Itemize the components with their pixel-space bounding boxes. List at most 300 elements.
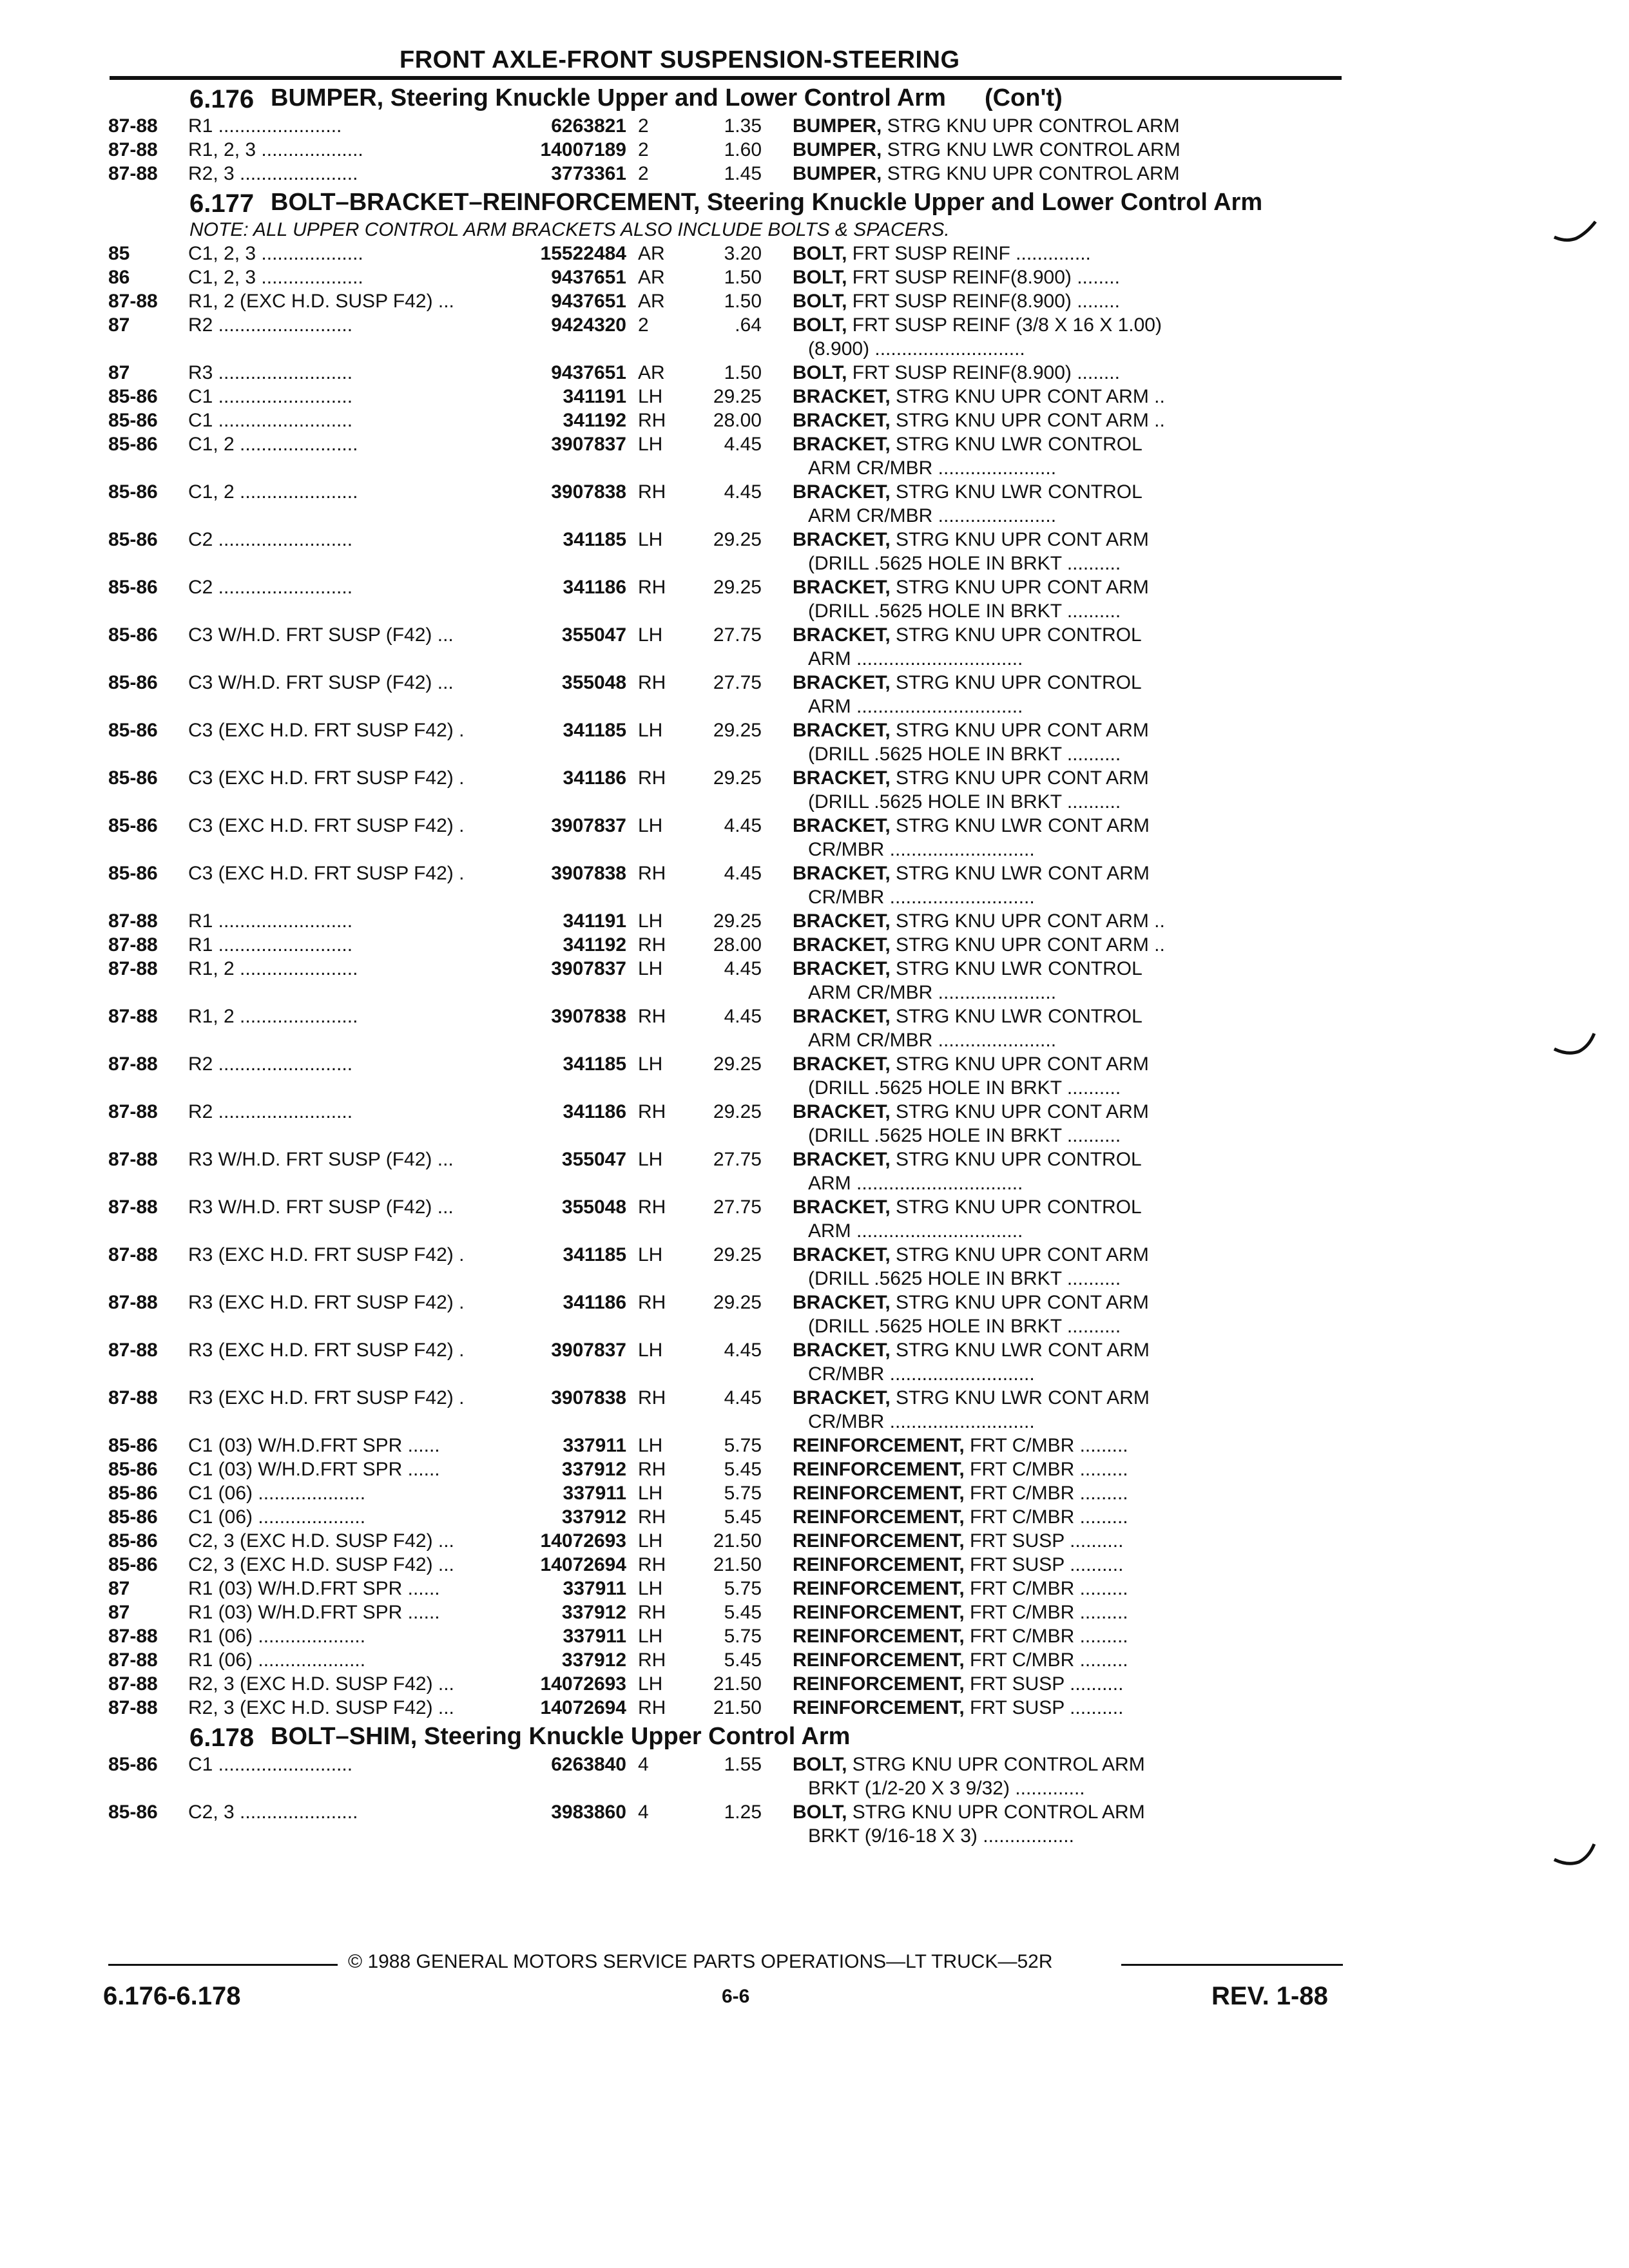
part-description: [762, 623, 1211, 671]
table-row: [108, 385, 1345, 408]
part-description: [762, 814, 1211, 861]
quantity: LH: [638, 720, 663, 741]
model-year: 85-86: [108, 720, 158, 741]
quantity: LH: [638, 1149, 663, 1170]
model-year: 87-88: [108, 1626, 158, 1647]
part-description: [762, 1338, 1211, 1386]
model-application: C2 .........................: [188, 529, 353, 550]
model-year: 85-86: [108, 1802, 158, 1823]
part-number: 341185: [563, 1244, 626, 1265]
price: 29.25: [713, 386, 762, 407]
table-row: [108, 1529, 1345, 1553]
part-number: 3907837: [551, 958, 626, 979]
price: 28.00: [713, 410, 762, 431]
part-detail-line2: CR/MBR ...........................: [808, 1363, 1035, 1385]
quantity: LH: [638, 815, 663, 836]
table-row: [108, 1505, 1345, 1529]
table-row: [108, 933, 1345, 957]
part-keyword: BOLT,: [793, 1802, 847, 1823]
footer-revision: REV. 1-88: [1211, 1982, 1328, 2010]
model-application: R1 (03) W/H.D.FRT SPR ......: [188, 1602, 440, 1623]
quantity: LH: [638, 910, 663, 932]
price: 1.50: [724, 362, 762, 383]
model-year: 87-88: [108, 1649, 158, 1671]
checkmark-icon: [1553, 219, 1598, 245]
model-year: 87: [108, 314, 130, 336]
part-keyword: REINFORCEMENT,: [793, 1530, 965, 1552]
footer-section-range: 6.176-6.178: [103, 1982, 241, 2010]
table-row: [108, 265, 1345, 289]
part-number: 341192: [563, 410, 626, 431]
part-detail: STRG KNU UPR CONT ARM: [896, 1053, 1149, 1075]
part-detail: STRG KNU UPR CONTROL: [896, 1196, 1142, 1218]
part-number: 14072694: [540, 1554, 626, 1575]
part-description: [762, 718, 1211, 766]
model-year: 87-88: [108, 115, 158, 137]
quantity: AR: [638, 362, 665, 383]
model-year: 85-86: [108, 1435, 158, 1456]
model-application: C1 (06) ....................: [188, 1506, 366, 1528]
model-application: C1, 2, 3 ...................: [188, 243, 363, 264]
model-application: R3 .........................: [188, 362, 353, 383]
part-detail: STRG KNU UPR CONT ARM: [896, 1244, 1149, 1265]
part-number: 14007189: [540, 139, 626, 160]
model-year: 87-88: [108, 1697, 158, 1718]
part-description: [762, 289, 1211, 313]
part-number: 3907837: [551, 1340, 626, 1361]
part-keyword: BOLT,: [793, 267, 847, 288]
price: 27.75: [713, 624, 762, 646]
model-application: R2, 3 (EXC H.D. SUSP F42) ...: [188, 1697, 454, 1718]
part-detail-line2: (DRILL .5625 HOLE IN BRKT ..........: [808, 1077, 1121, 1099]
quantity: 2: [638, 139, 649, 160]
section-number: 6.176: [189, 85, 255, 113]
model-application: C1, 2, 3 ...................: [188, 267, 363, 288]
model-application: R3 W/H.D. FRT SUSP (F42) ...: [188, 1196, 454, 1218]
part-detail: STRG KNU UPR CONTROL ARM: [852, 1802, 1145, 1823]
table-row: [108, 1100, 1345, 1148]
part-detail: STRG KNU LWR CONTROL: [896, 958, 1142, 979]
table-row: [108, 1696, 1345, 1720]
part-detail: FRT SUSP REINF(8.900) ........: [852, 267, 1120, 288]
footer-page-number: 6-6: [722, 1986, 750, 2007]
table-row: [108, 1052, 1345, 1100]
table-row: [108, 1672, 1345, 1696]
model-year: 85-86: [108, 1459, 158, 1480]
model-application: R2, 3 (EXC H.D. SUSP F42) ...: [188, 1673, 454, 1695]
model-application: R1, 2 (EXC H.D. SUSP F42) ...: [188, 291, 454, 312]
price: 1.50: [724, 291, 762, 312]
table-row: [108, 408, 1345, 432]
section-title: [271, 85, 1345, 111]
part-keyword: REINFORCEMENT,: [793, 1578, 965, 1599]
part-number: 3907837: [551, 815, 626, 836]
section-heading: [108, 1724, 1345, 1753]
parts-list: [108, 81, 1345, 1848]
part-detail-line2: (DRILL .5625 HOLE IN BRKT ..........: [808, 1268, 1121, 1289]
model-application: R1 .......................: [188, 115, 342, 137]
model-application: R2 .........................: [188, 1101, 353, 1122]
table-row: [108, 289, 1345, 313]
price: 5.45: [724, 1506, 762, 1528]
part-description: [762, 1481, 1211, 1505]
part-detail: STRG KNU UPR CONT ARM: [896, 720, 1149, 741]
model-application: R3 (EXC H.D. FRT SUSP F42) .: [188, 1292, 465, 1313]
part-detail: STRG KNU LWR CONT ARM: [896, 1340, 1150, 1361]
part-detail-line2: (DRILL .5625 HOLE IN BRKT ..........: [808, 1125, 1121, 1146]
part-detail: FRT SUSP ..........: [970, 1530, 1124, 1552]
model-year: 85-86: [108, 529, 158, 550]
model-application: R1 (03) W/H.D.FRT SPR ......: [188, 1578, 440, 1599]
part-detail: FRT SUSP REINF (3/8 X 16 X 1.00): [852, 314, 1162, 336]
part-keyword: BUMPER,: [793, 163, 882, 184]
part-detail-line2: BRKT (9/16-18 X 3) .................: [808, 1825, 1074, 1847]
part-detail: STRG KNU UPR CONTROL: [896, 672, 1142, 693]
part-description: [762, 138, 1211, 162]
part-description: [762, 575, 1211, 623]
part-detail-line2: CR/MBR ...........................: [808, 839, 1035, 860]
part-description: [762, 1753, 1211, 1800]
price: 3.20: [724, 243, 762, 264]
table-row: [108, 1148, 1345, 1195]
quantity: RH: [638, 863, 666, 884]
model-year: 86: [108, 267, 130, 288]
model-year: 85-86: [108, 624, 158, 646]
table-row: [108, 361, 1345, 385]
part-detail: STRG KNU UPR CONTROL ARM: [852, 1754, 1145, 1775]
part-description: [762, 909, 1211, 933]
quantity: LH: [638, 624, 663, 646]
part-description: [762, 385, 1211, 408]
part-keyword: REINFORCEMENT,: [793, 1506, 965, 1528]
quantity: RH: [638, 577, 666, 598]
part-description: [762, 1600, 1211, 1624]
part-keyword: BRACKET,: [793, 529, 891, 550]
part-detail: FRT C/MBR .........: [970, 1602, 1128, 1623]
part-description: [762, 1243, 1211, 1291]
table-row: [108, 1457, 1345, 1481]
part-description: [762, 861, 1211, 909]
part-number: 337911: [563, 1435, 626, 1456]
part-description: [762, 361, 1211, 385]
section-continued: (Con't): [984, 84, 1063, 111]
part-number: 337912: [561, 1506, 626, 1528]
model-year: 87-88: [108, 1340, 158, 1361]
part-description: [762, 265, 1211, 289]
part-description: [762, 1052, 1211, 1100]
table-row: [108, 432, 1345, 480]
model-year: 87: [108, 1602, 130, 1623]
part-description: [762, 1457, 1211, 1481]
table-row: [108, 114, 1345, 138]
quantity: LH: [638, 434, 663, 455]
price: 29.25: [713, 767, 762, 789]
quantity: LH: [638, 1626, 663, 1647]
part-detail: STRG KNU UPR CONTROL ARM: [887, 163, 1180, 184]
part-keyword: BRACKET,: [793, 863, 891, 884]
part-detail: FRT C/MBR .........: [970, 1506, 1128, 1528]
part-keyword: REINFORCEMENT,: [793, 1626, 965, 1647]
part-description: [762, 242, 1211, 265]
model-year: 87-88: [108, 958, 158, 979]
part-description: [762, 1434, 1211, 1457]
part-number: 355047: [561, 624, 626, 646]
part-keyword: BRACKET,: [793, 672, 891, 693]
quantity: RH: [638, 1649, 666, 1671]
part-detail: STRG KNU LWR CONT ARM: [896, 863, 1150, 884]
model-application: R1, 2, 3 ...................: [188, 139, 363, 160]
price: 29.25: [713, 1292, 762, 1313]
part-description: [762, 1529, 1211, 1553]
model-application: C2, 3 ......................: [188, 1802, 358, 1823]
table-row: [108, 766, 1345, 814]
model-year: 85-86: [108, 577, 158, 598]
part-number: 3907838: [551, 1387, 626, 1408]
part-description: [762, 114, 1211, 138]
model-application: R2, 3 ......................: [188, 163, 358, 184]
table-row: [108, 1624, 1345, 1648]
table-row: [108, 1553, 1345, 1577]
model-year: 85-86: [108, 410, 158, 431]
table-row: [108, 1648, 1345, 1672]
part-detail-line2: (DRILL .5625 HOLE IN BRKT ..........: [808, 1316, 1121, 1337]
section-heading: [108, 189, 1345, 218]
part-number: 341191: [563, 386, 626, 407]
part-number: 14072693: [540, 1530, 626, 1552]
part-detail: STRG KNU UPR CONTROL ARM: [887, 115, 1180, 137]
model-application: C1 .........................: [188, 410, 353, 431]
part-number: 3907837: [551, 434, 626, 455]
model-year: 85-86: [108, 815, 158, 836]
part-keyword: BRACKET,: [793, 1387, 891, 1408]
quantity: 2: [638, 163, 649, 184]
part-detail: FRT SUSP ..........: [970, 1697, 1124, 1718]
part-keyword: BRACKET,: [793, 767, 891, 789]
model-year: 85-86: [108, 1530, 158, 1552]
quantity: LH: [638, 1578, 663, 1599]
part-description: [762, 1624, 1211, 1648]
price: 5.75: [724, 1435, 762, 1456]
price: 4.45: [724, 1340, 762, 1361]
part-number: 341186: [563, 767, 626, 789]
model-year: 87-88: [108, 291, 158, 312]
part-keyword: BRACKET,: [793, 1244, 891, 1265]
quantity: AR: [638, 291, 665, 312]
part-number: 337912: [561, 1602, 626, 1623]
part-keyword: BRACKET,: [793, 410, 891, 431]
part-detail-line2: CR/MBR ...........................: [808, 887, 1035, 908]
table-row: [108, 1195, 1345, 1243]
quantity: RH: [638, 1506, 666, 1528]
quantity: AR: [638, 243, 665, 264]
part-number: 3773361: [551, 163, 626, 184]
part-number: 337911: [563, 1578, 626, 1599]
part-description: [762, 1553, 1211, 1577]
part-description: [762, 528, 1211, 575]
table-row: [108, 1434, 1345, 1457]
part-description: [762, 1386, 1211, 1434]
part-detail: STRG KNU UPR CONTROL: [896, 1149, 1142, 1170]
part-keyword: REINFORCEMENT,: [793, 1483, 965, 1504]
table-row: [108, 1577, 1345, 1600]
price: 29.25: [713, 720, 762, 741]
price: 21.50: [713, 1554, 762, 1575]
model-year: 85-86: [108, 1483, 158, 1504]
price: 4.45: [724, 1006, 762, 1027]
model-application: C2 .........................: [188, 577, 353, 598]
quantity: LH: [638, 1530, 663, 1552]
price: 29.25: [713, 1101, 762, 1122]
table-row: [108, 480, 1345, 528]
model-application: C1 (06) ....................: [188, 1483, 366, 1504]
price: 4.45: [724, 481, 762, 503]
part-detail: STRG KNU UPR CONT ARM ..: [896, 410, 1165, 431]
part-detail: STRG KNU LWR CONT ARM: [896, 1387, 1150, 1408]
price: 5.45: [724, 1649, 762, 1671]
part-keyword: BRACKET,: [793, 720, 891, 741]
section-title: [271, 189, 1345, 215]
part-description: [762, 1100, 1211, 1148]
price: 21.50: [713, 1530, 762, 1552]
part-detail-line2: (DRILL .5625 HOLE IN BRKT ..........: [808, 553, 1121, 574]
part-number: 3983860: [551, 1802, 626, 1823]
part-keyword: BOLT,: [793, 1754, 847, 1775]
model-year: 87: [108, 1578, 130, 1599]
model-application: C3 W/H.D. FRT SUSP (F42) ...: [188, 624, 454, 646]
table-row: [108, 718, 1345, 766]
part-detail-line2: ARM ...............................: [808, 696, 1023, 717]
part-description: [762, 313, 1211, 361]
part-detail: STRG KNU UPR CONTROL: [896, 624, 1142, 646]
price: 1.55: [724, 1754, 762, 1775]
model-application: C1 .........................: [188, 1754, 353, 1775]
model-year: 85-86: [108, 481, 158, 503]
quantity: RH: [638, 767, 666, 789]
part-description: [762, 671, 1211, 718]
model-application: R3 (EXC H.D. FRT SUSP F42) .: [188, 1244, 465, 1265]
part-keyword: BOLT,: [793, 362, 847, 383]
part-detail-line2: ARM CR/MBR ......................: [808, 505, 1057, 526]
quantity: LH: [638, 1340, 663, 1361]
part-number: 355048: [561, 672, 626, 693]
price: 5.75: [724, 1578, 762, 1599]
part-description: [762, 1577, 1211, 1600]
model-year: 87-88: [108, 1244, 158, 1265]
part-detail-line2: ARM ...............................: [808, 1173, 1023, 1194]
model-year: 85-86: [108, 1506, 158, 1528]
part-detail: FRT SUSP REINF ..............: [852, 243, 1091, 264]
part-description: [762, 766, 1211, 814]
part-detail: STRG KNU LWR CONTROL ARM: [887, 139, 1181, 160]
part-number: 341185: [563, 1053, 626, 1075]
model-year: 87-88: [108, 1006, 158, 1027]
table-row: [108, 162, 1345, 186]
part-detail-line2: ARM CR/MBR ......................: [808, 982, 1057, 1003]
page-title: FRONT AXLE-FRONT SUSPENSION-STEERING: [400, 46, 960, 73]
model-year: 85-86: [108, 672, 158, 693]
part-detail: STRG KNU UPR CONT ARM ..: [896, 386, 1165, 407]
part-description: [762, 408, 1211, 432]
table-row: [108, 528, 1345, 575]
part-detail: FRT SUSP ..........: [970, 1673, 1124, 1695]
model-application: R3 (EXC H.D. FRT SUSP F42) .: [188, 1387, 465, 1408]
model-year: 87-88: [108, 1387, 158, 1408]
part-keyword: REINFORCEMENT,: [793, 1673, 965, 1695]
part-description: [762, 957, 1211, 1004]
price: 4.45: [724, 863, 762, 884]
price: 4.45: [724, 815, 762, 836]
part-keyword: BUMPER,: [793, 115, 882, 137]
part-keyword: BRACKET,: [793, 1340, 891, 1361]
part-keyword: BRACKET,: [793, 958, 891, 979]
footer-rule-right: [1121, 1964, 1343, 1966]
section-title-text: BOLT–SHIM, Steering Knuckle Upper Control Arm: [271, 1723, 851, 1750]
part-keyword: BRACKET,: [793, 815, 891, 836]
part-number: 9437651: [551, 362, 626, 383]
part-detail-line2: (DRILL .5625 HOLE IN BRKT ..........: [808, 601, 1121, 622]
quantity: RH: [638, 672, 666, 693]
model-application: C3 W/H.D. FRT SUSP (F42) ...: [188, 672, 454, 693]
part-description: [762, 432, 1211, 480]
model-application: C1 (03) W/H.D.FRT SPR ......: [188, 1435, 440, 1456]
quantity: LH: [638, 1673, 663, 1695]
part-number: 337912: [561, 1459, 626, 1480]
price: 27.75: [713, 1196, 762, 1218]
part-number: 341186: [563, 1292, 626, 1313]
model-year: 85-86: [108, 386, 158, 407]
price: 29.25: [713, 910, 762, 932]
part-detail-line2: (DRILL .5625 HOLE IN BRKT ..........: [808, 791, 1121, 812]
part-detail-line2: ARM ...............................: [808, 648, 1023, 669]
price: 1.45: [724, 163, 762, 184]
header-rule: [110, 76, 1342, 80]
part-keyword: REINFORCEMENT,: [793, 1435, 965, 1456]
part-detail: STRG KNU LWR CONT ARM: [896, 815, 1150, 836]
part-number: 3907838: [551, 1006, 626, 1027]
part-detail-line2: (8.900) ............................: [808, 338, 1025, 360]
part-keyword: BRACKET,: [793, 1292, 891, 1313]
part-keyword: BRACKET,: [793, 386, 891, 407]
price: 1.35: [724, 115, 762, 137]
table-row: [108, 671, 1345, 718]
part-keyword: BRACKET,: [793, 910, 891, 932]
model-application: R2 .........................: [188, 1053, 353, 1075]
part-number: 341185: [563, 720, 626, 741]
part-keyword: BOLT,: [793, 291, 847, 312]
price: 29.25: [713, 1053, 762, 1075]
price: 4.45: [724, 434, 762, 455]
model-year: 85-86: [108, 767, 158, 789]
quantity: RH: [638, 481, 666, 503]
model-year: 85-86: [108, 863, 158, 884]
part-number: 14072693: [540, 1673, 626, 1695]
quantity: RH: [638, 1387, 666, 1408]
quantity: 4: [638, 1754, 649, 1775]
quantity: LH: [638, 1053, 663, 1075]
table-row: [108, 957, 1345, 1004]
part-detail: FRT C/MBR .........: [970, 1626, 1128, 1647]
part-number: 341192: [563, 934, 626, 956]
quantity: LH: [638, 1483, 663, 1504]
model-year: 85-86: [108, 1554, 158, 1575]
quantity: RH: [638, 934, 666, 956]
part-detail: FRT C/MBR .........: [970, 1649, 1128, 1671]
quantity: RH: [638, 1006, 666, 1027]
section-title: [271, 1724, 1345, 1749]
part-description: [762, 1195, 1211, 1243]
part-description: [762, 1148, 1211, 1195]
table-row: [108, 1243, 1345, 1291]
